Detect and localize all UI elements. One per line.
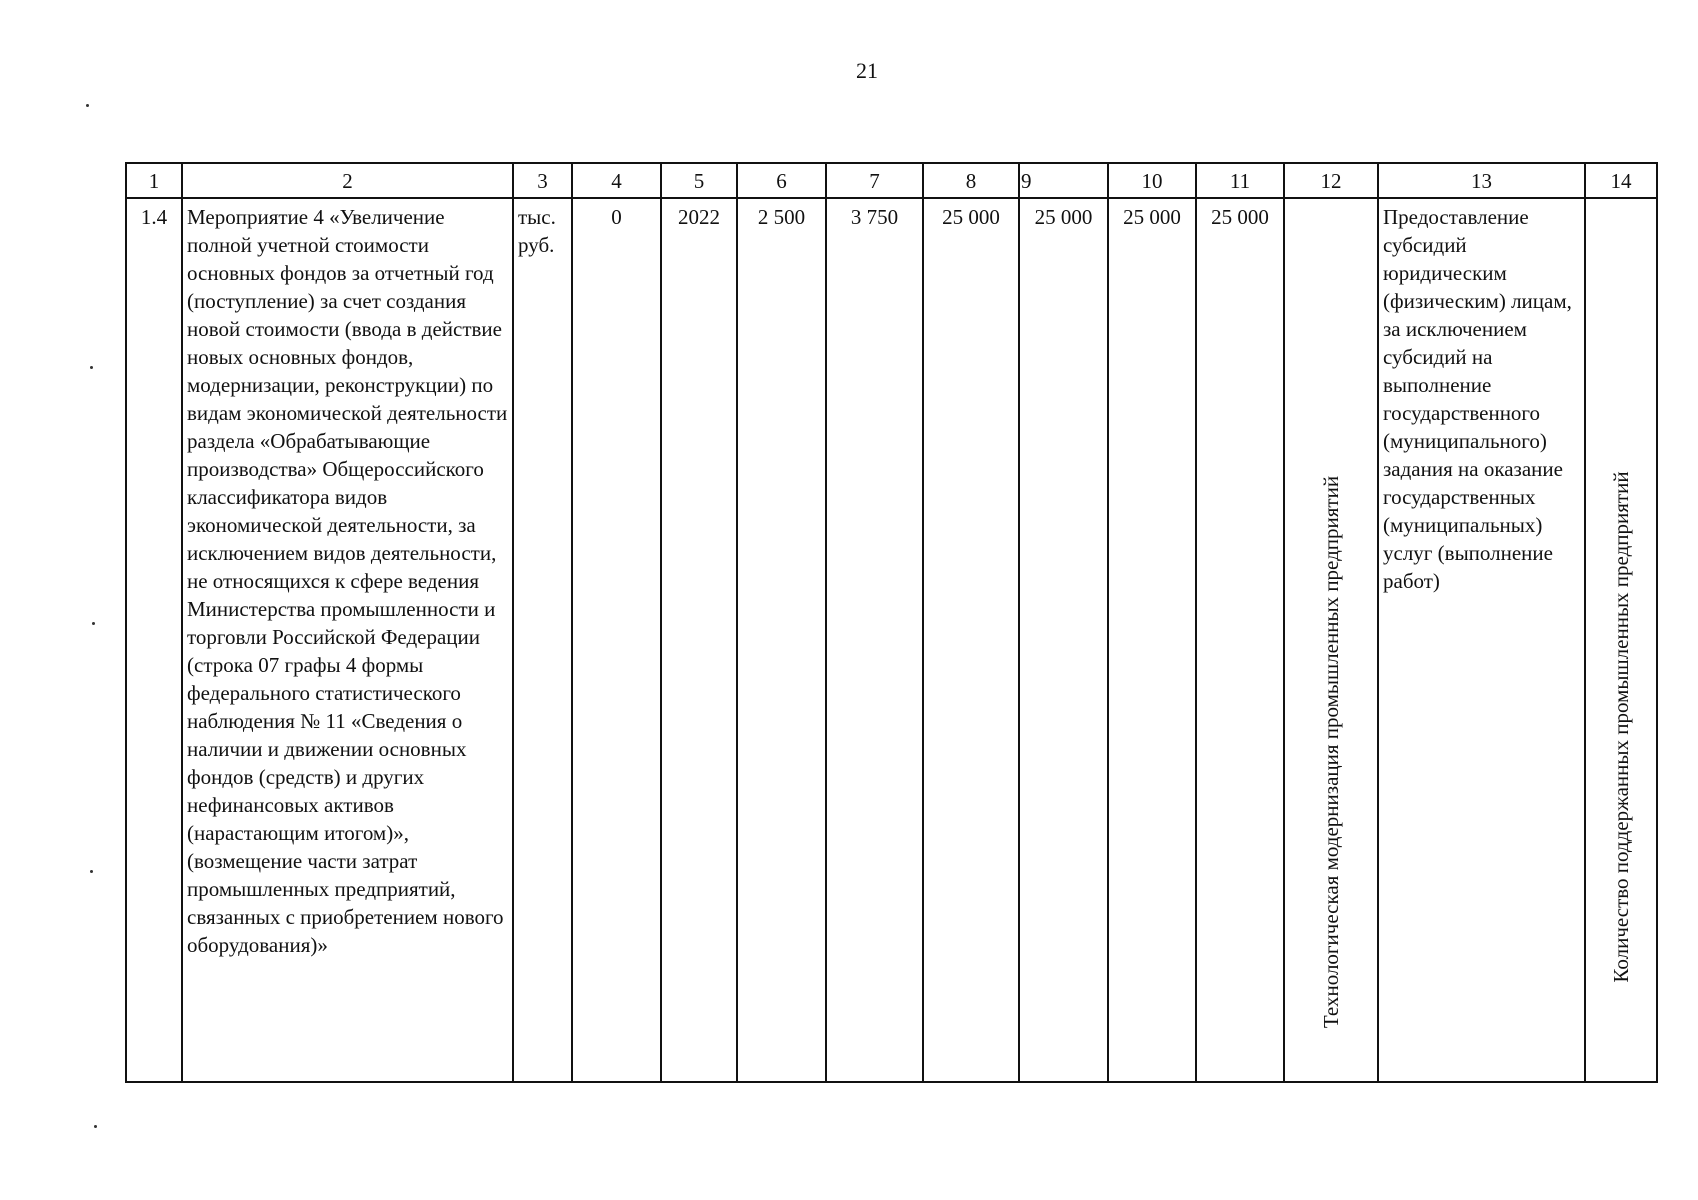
column-header: 2 (182, 163, 513, 198)
unit-line: тыс. (518, 205, 556, 229)
column-header: 6 (737, 163, 826, 198)
column-header: 12 (1284, 163, 1378, 198)
value-cell-4: 0 (572, 198, 661, 1082)
direction-text: Технологическая модернизация промышленных предприятий (1319, 475, 1343, 1029)
row-number: 1.4 (126, 198, 182, 1082)
unit-line: руб. (518, 233, 555, 257)
scan-mark (90, 870, 93, 873)
scan-mark (92, 622, 95, 625)
value-cell-9: 25 000 (1019, 198, 1108, 1082)
indicator-cell (1585, 198, 1657, 1082)
scan-mark (90, 366, 93, 369)
value-cell-5: 2022 (661, 198, 737, 1082)
program-table (125, 162, 1658, 1083)
column-header: 11 (1196, 163, 1284, 198)
value-cell-6: 2 500 (737, 198, 826, 1082)
column-header: 3 (513, 163, 572, 198)
column-header: 4 (572, 163, 661, 198)
table-row (126, 198, 1657, 1082)
value-cell-11: 25 000 (1196, 198, 1284, 1082)
value-cell-8: 25 000 (923, 198, 1019, 1082)
column-header: 8 (923, 163, 1019, 198)
column-header: 10 (1108, 163, 1196, 198)
support-type-cell: Предоставление субсидий юридическим (физическим) лицам, за исключением субсидий на выполнение государственного (муниципального) задания на оказание государственных (муниципальных) услуг (выполнение работ) (1378, 198, 1585, 1082)
direction-cell (1284, 198, 1378, 1082)
value-cell-7: 3 750 (826, 198, 923, 1082)
page-number: 21 (856, 58, 878, 83)
indicator-text: Количество поддержанных промышленных предприятий (1609, 471, 1633, 983)
column-header: 5 (661, 163, 737, 198)
column-header: 13 (1378, 163, 1585, 198)
unit-cell (513, 198, 572, 1082)
column-header: 7 (826, 163, 923, 198)
value-cell-10: 25 000 (1108, 198, 1196, 1082)
column-numbers-row (126, 163, 1657, 198)
scan-mark (94, 1125, 97, 1128)
column-header: 9 (1019, 163, 1108, 198)
column-header: 1 (126, 163, 182, 198)
scan-mark (86, 104, 89, 107)
column-header: 14 (1585, 163, 1657, 198)
event-description: Мероприятие 4 «Увеличение полной учетной стоимости основных фондов за отчетный год (поступление) за счет создания новой стоимости (ввода в действие новых основных фондов, модернизации, реконструкции) по видам экономической деятельности раздела «Обрабатывающие производства» Общероссийского классификатора видов экономической деятельности, за исключением видов деятельности, не относящихся к сфере ведения Министерства промышленности и торговли Российской Федерации (строка 07 графы 4 формы федерального статистического наблюдения № 11 «Сведения о наличии и движении основных фондов (средств) и других нефинансовых активов (нарастающим итогом)», (возмещение части затрат промышленных предприятий, связанных с приобретением нового оборудования)» (182, 198, 513, 1082)
